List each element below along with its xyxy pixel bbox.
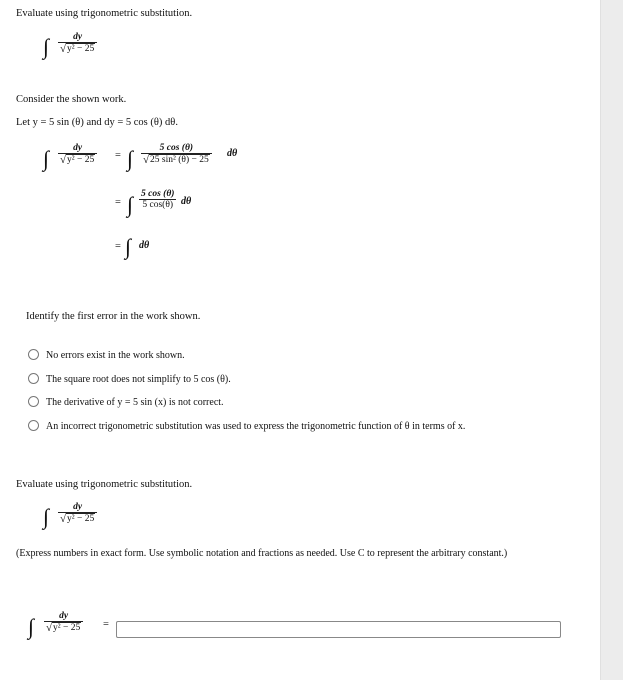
integral-sign: ∫ — [43, 146, 50, 171]
numerator: dy — [73, 32, 83, 42]
numerator: dy — [73, 143, 83, 153]
sqrt-sign: √ — [60, 513, 67, 525]
denominator — [58, 513, 97, 525]
radicand: y² − 25 — [67, 155, 95, 165]
dtheta: dθ — [181, 196, 192, 207]
numerator: dy — [59, 611, 69, 621]
radicand: y² − 25 — [67, 514, 95, 524]
equals-sign: = — [115, 241, 121, 252]
denominator — [58, 43, 97, 55]
numerator: 5 cos (θ) — [141, 189, 175, 199]
integral-sign: ∫ — [43, 504, 50, 529]
dtheta: dθ — [227, 148, 238, 159]
step1-left-fraction — [58, 143, 97, 166]
option-label-3[interactable]: The derivative of y = 5 sin (x) is not correct. — [46, 397, 224, 408]
question-prompt: Identify the first error in the work shown. — [26, 311, 201, 322]
radicand: 25 sin² (θ) − 25 — [150, 155, 209, 165]
option-label-1[interactable]: No errors exist in the work shown. — [46, 350, 185, 361]
sqrt-sign: √ — [60, 154, 67, 166]
integrand-fraction — [58, 502, 97, 525]
radicand: y² − 25 — [53, 623, 81, 633]
equals-sign: = — [115, 150, 121, 161]
answer-input[interactable] — [116, 621, 561, 638]
option-label-2[interactable]: The square root does not simplify to 5 cos (θ). — [46, 374, 231, 385]
integral-sign: ∫ — [125, 234, 132, 259]
sqrt-sign: √ — [143, 154, 150, 166]
integral-sign: ∫ — [28, 614, 35, 639]
dtheta: dθ — [139, 240, 150, 251]
integrand-fraction — [44, 611, 83, 634]
integral-sign: ∫ — [43, 34, 50, 59]
integral-sign: ∫ — [127, 146, 134, 171]
step1-right-fraction — [141, 143, 212, 166]
denominator: 5 cos(θ) — [142, 200, 174, 210]
integral-sign: ∫ — [127, 192, 134, 217]
denominator — [44, 622, 83, 634]
substitution-line: Let y = 5 sin (θ) and dy = 5 cos (θ) dθ. — [16, 117, 178, 128]
part2-instruction: Evaluate using trigonometric substitution. — [16, 479, 193, 490]
answer-format-note: (Express numbers in exact form. Use symbolic notation and fractions as needed. Use C to represent the arbitrary constant.) — [16, 548, 508, 559]
denominator — [58, 154, 97, 166]
sqrt-sign: √ — [46, 622, 53, 634]
equals-sign: = — [115, 197, 121, 208]
denominator — [141, 154, 212, 166]
step2-fraction — [139, 189, 176, 210]
integrand-fraction — [58, 32, 97, 55]
instruction-text: Evaluate using trigonometric substitution. — [16, 8, 193, 19]
option-radio-4[interactable] — [28, 420, 39, 431]
equals-sign: = — [103, 619, 109, 630]
option-radio-1[interactable] — [28, 349, 39, 360]
work-intro: Consider the shown work. — [16, 94, 127, 105]
option-label-4[interactable]: An incorrect trigonometric substitution was used to express the trigonometric function of θ in terms of x. — [46, 421, 466, 432]
sqrt-sign: √ — [60, 43, 67, 55]
option-radio-3[interactable] — [28, 396, 39, 407]
numerator: dy — [73, 502, 83, 512]
option-radio-2[interactable] — [28, 373, 39, 384]
numerator: 5 cos (θ) — [159, 143, 194, 153]
radicand: y² − 25 — [67, 44, 95, 54]
right-sidebar — [600, 0, 623, 680]
